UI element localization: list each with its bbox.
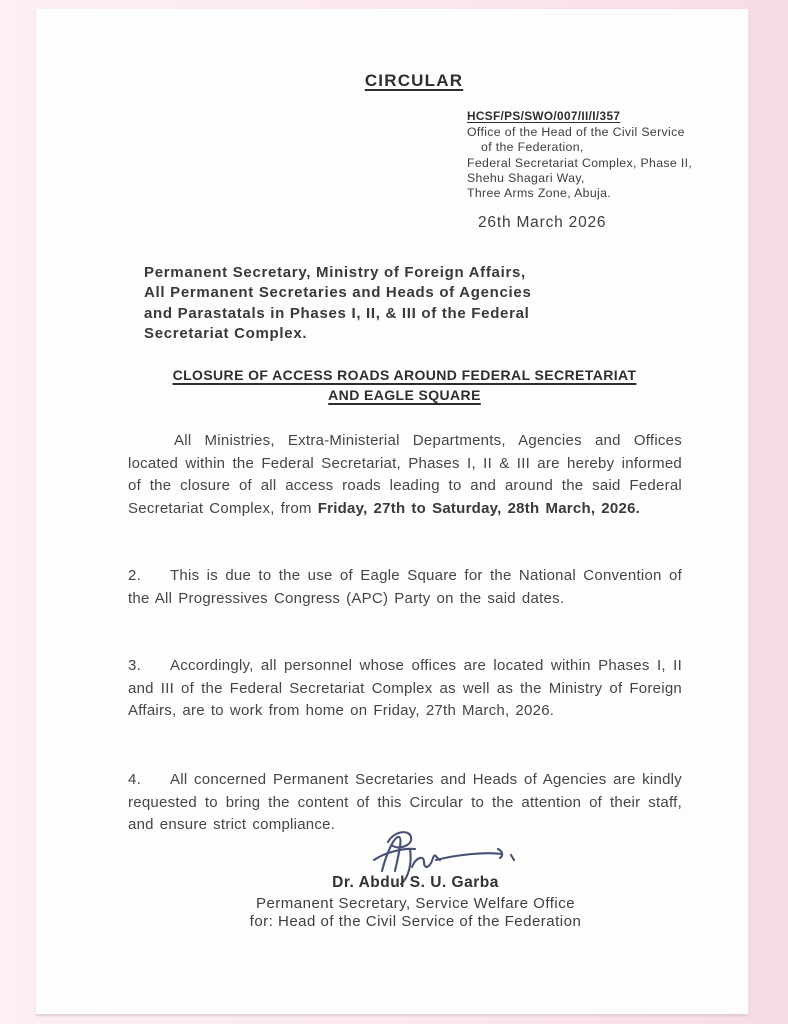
sender-address-line: Shehu Shagari Way, [467, 170, 585, 185]
letter-date: 26th March 2026 [478, 214, 607, 231]
signatory-title: Permanent Secretary, Service Welfare Office [255, 895, 576, 912]
addressee-line: and Parastatals in Phases I, II, & III of the Federal [144, 304, 530, 322]
addressee-block [144, 263, 531, 345]
paragraph-3-text: Accordingly, all personnel whose offices are located within Phases I, II and III of the Federal Secretariat Complex as well as the Ministry of Foreign Affairs, are to work from home on Friday, 27th March, 2026. [128, 657, 682, 720]
letter-heading: CIRCULAR [364, 71, 464, 90]
paragraph-1-text: All Ministries, Extra-Ministerial Departments, Agencies and Offices located within the Federal Secretariat, Phases I, II & III are hereby informed of the closure of all access roads leading to and around the said Federal Secretariat Complex, from [128, 432, 682, 517]
paragraph-number: 3. [128, 657, 142, 674]
document-page [36, 9, 749, 1015]
sender-address-line: of the Federation, [481, 140, 584, 155]
paragraph-4-text: All concerned Permanent Secretaries and Heads of Agencies are kindly requested to bring the content of this Circular to the attention of their staff, and ensure strict compliance. [128, 771, 682, 834]
signatory-for-line: for: Head of the Civil Service of the Federation [249, 913, 582, 930]
sender-address-line: Office of the Head of the Civil Service [467, 125, 685, 140]
addressee-line: Permanent Secretary, Ministry of Foreign Affairs, [144, 264, 526, 281]
sender-address-line: Three Arms Zone, Abuja. [467, 186, 612, 201]
subject-line: CLOSURE OF ACCESS ROADS AROUND FEDERAL SECRETARIAT [172, 367, 637, 383]
subject-line: AND EAGLE SQUARE [328, 386, 481, 403]
sender-address-block [467, 109, 692, 201]
paragraph-number: 2. [128, 567, 142, 584]
paragraph-number: 4. [128, 771, 142, 788]
paragraph-1 [128, 430, 682, 520]
paragraph-3 [128, 655, 682, 723]
addressee-line: All Permanent Secretaries and Heads of Agencies [144, 284, 532, 302]
closure-dates-emphasis: Friday, 27th to Saturday, 28th March, 2026. [317, 499, 641, 517]
paragraph-2 [128, 565, 682, 610]
signatory-name: Dr. Abdul S. U. Garba [332, 874, 499, 891]
sender-address-line: Federal Secretariat Complex, Phase II, [467, 155, 693, 170]
reference-number: HCSF/PS/SWO/007/II/I/357 [467, 109, 621, 123]
paragraph-2-text: This is due to the use of Eagle Square for the National Convention of the All Progressives Congress (APC) Party on the said dates. [128, 567, 682, 607]
subject-heading [128, 366, 681, 405]
addressee-line: Secretariat Complex. [144, 325, 308, 343]
